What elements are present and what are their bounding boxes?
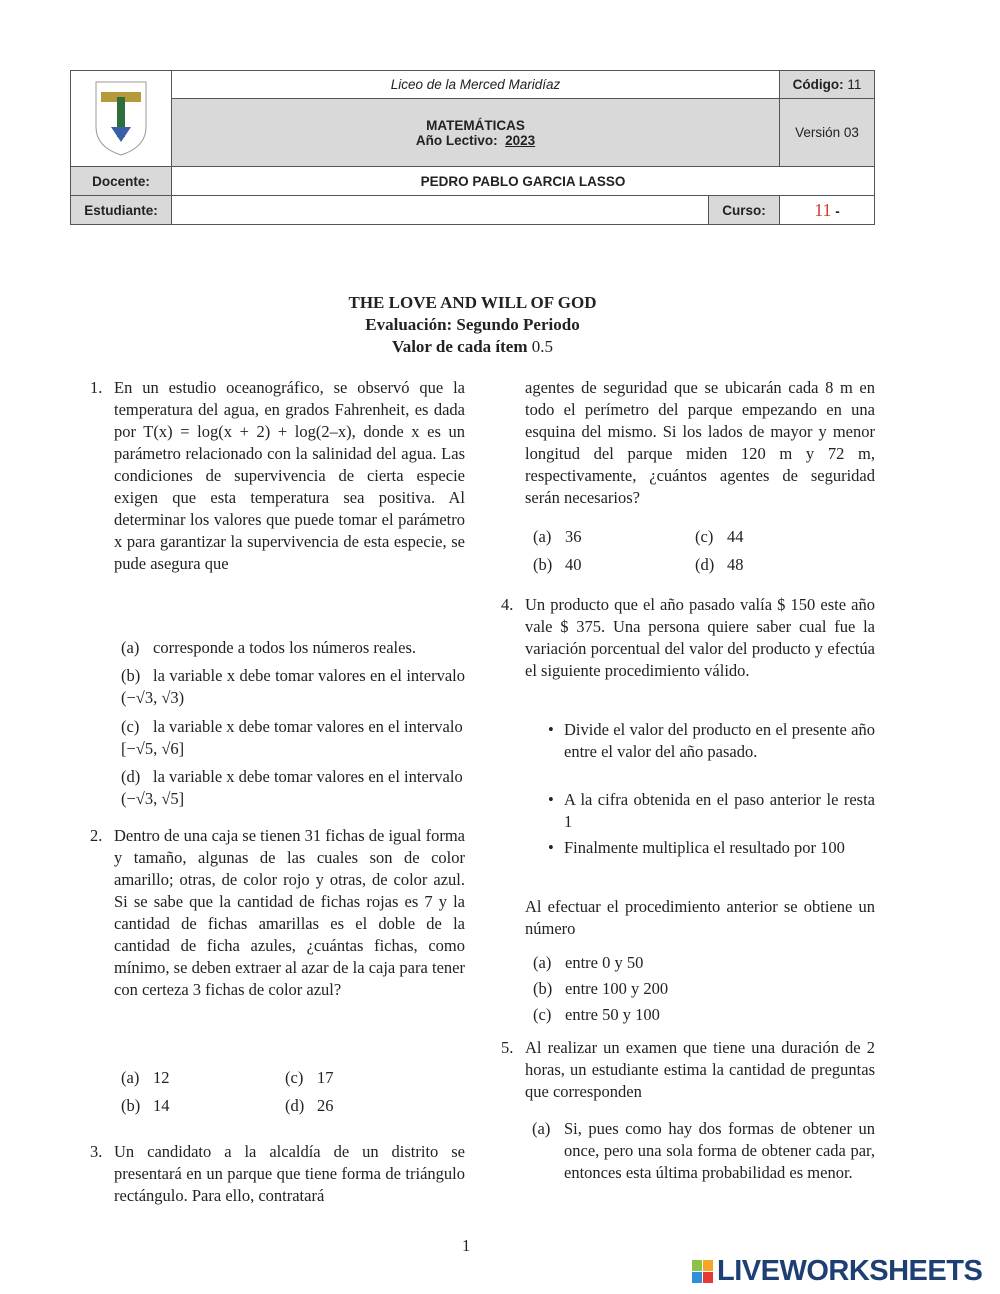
q4-after-text: Al efectuar el procedimiento anterior se obtiene un número <box>525 897 875 938</box>
q4-option-b[interactable]: (b) entre 100 y 200 <box>533 979 669 998</box>
codigo-cell: Código: 11 <box>780 71 875 99</box>
q3-option-d[interactable]: (d) 48 <box>695 555 744 574</box>
school-name: Liceo de la Merced Maridíaz <box>172 71 780 99</box>
q4-bullet-3: • Finalmente multiplica el resultado por 100 <box>548 838 845 857</box>
q2-option-c[interactable]: (c) 17 <box>285 1068 334 1087</box>
version-cell: Versión 03 <box>780 99 875 167</box>
header-table <box>70 70 875 225</box>
question-5: 5. Al realizar un examen que tiene una duración de 2 horas, un estudiante estima la cantidad de preguntas que corresponden <box>501 1038 875 1101</box>
q4-bullet-2: • A la cifra obtenida en el paso anterior le resta 1 <box>548 790 875 831</box>
estudiante-label: Estudiante: <box>71 196 172 225</box>
q3-option-a[interactable]: (a) 36 <box>533 527 582 546</box>
school-logo <box>71 71 172 167</box>
q5-option-a[interactable]: (a) Si, pues como hay dos formas de obtener un once, pero una sola forma de obtener cada par, entonces esta última probabilidad es menor. <box>532 1119 875 1182</box>
curso-value[interactable]: 11 - <box>780 196 875 225</box>
q4-option-c[interactable]: (c) entre 50 y 100 <box>533 1005 660 1024</box>
q3-option-c[interactable]: (c) 44 <box>695 527 744 546</box>
q3-option-b[interactable]: (b) 40 <box>533 555 582 574</box>
docente-label: Docente: <box>71 167 172 196</box>
curso-label: Curso: <box>709 196 780 224</box>
q1-option-b[interactable]: (b) la variable x debe tomar valores en el intervalo (−√3, √3) <box>121 666 465 707</box>
q2-option-a[interactable]: (a) 12 <box>121 1068 170 1087</box>
q1-option-a[interactable]: (a) corresponde a todos los números reales. <box>121 638 417 657</box>
exam-title: THE LOVE AND WILL OF GOD Evaluación: Segundo Periodo Valor de cada ítem 0.5 <box>348 293 597 356</box>
q4-option-a[interactable]: (a) entre 0 y 50 <box>533 953 644 972</box>
page-number: 1 <box>462 1236 471 1255</box>
q2-option-d[interactable]: (d) 26 <box>285 1096 334 1115</box>
estudiante-field[interactable] <box>172 196 709 224</box>
question-3: 3. Un candidato a la alcaldía de un distrito se presentará en un parque que tiene forma de triángulo rectángulo. Para ello, contratará <box>90 1142 465 1205</box>
question-2: 2. Dentro de una caja se tienen 31 fichas de igual forma y tamaño, algunas de las cuales son de color amarillo; otras, de color rojo y otras, de color azul. Si se sabe que la cantidad de fichas rojas es 7 y la cantidad de fichas amarillas es el doble de la cantidad de ficha azules, ¿cuántas fichas, como mínimo, se deben extraer al azar de la caja para tener con certeza 3 fichas de color azul? <box>90 826 465 999</box>
question-1: 1. En un estudio oceanográfico, se observó que la temperatura del agua, en grados Fahrenheit, es dada por T(x) = log(x + 2) + log(2–x), donde x es un parámetro relacionado con la salinidad del agua. Las condiciones de supervivencia de cierta especie exigen que esta temperatura sea positiva. Al determinar los valores que puede tomar el parámetro x para garantizar la supervivencia de esta especie, se pude asegura que <box>90 378 465 573</box>
liveworksheets-logo: LIVEWORKSHEETS <box>692 1255 982 1288</box>
subject-cell: MATEMÁTICAS Año Lectivo: 2023 <box>172 99 780 167</box>
q1-option-c[interactable]: (c) la variable x debe tomar valores en el intervalo [−√5, √6] <box>121 717 463 758</box>
q4-bullet-1: • Divide el valor del producto en el presente año entre el valor del año pasado. <box>548 720 875 761</box>
docente-name: PEDRO PABLO GARCIA LASSO <box>172 167 875 196</box>
question-4: 4. Un producto que el año pasado valía $ 150 este año vale $ 375. Una persona quiere saber cual fue la variación porcentual del valor del producto y efectúa el siguiente procedimiento válido. <box>501 595 875 680</box>
q2-option-b[interactable]: (b) 14 <box>121 1096 170 1115</box>
live-blocks-icon <box>692 1260 714 1284</box>
q1-option-d[interactable]: (d) la variable x debe tomar valores en el intervalo (−√3, √5] <box>121 767 463 808</box>
question-3-continued: agentes de seguridad que se ubicarán cada 8 m en todo el perímetro del parque empezando en una esquina del mismo. Si los lados de mayor y menor longitud del parque miden 120 m y 72 m, respectivamente, ¿cuántos agentes de seguridad serán necesarios? <box>525 378 875 507</box>
